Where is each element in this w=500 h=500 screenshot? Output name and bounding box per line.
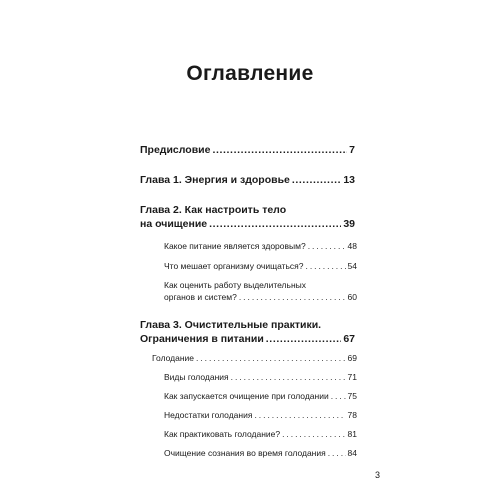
toc-entry-label: Очищение сознания во время голодания — [164, 448, 326, 458]
toc-entry-subsection — [164, 390, 357, 402]
toc-entry-page: 39 — [343, 218, 355, 230]
toc-entry-line2 — [140, 217, 355, 231]
dot-leader — [282, 428, 345, 440]
toc-entry-section — [152, 352, 357, 364]
toc-entry-label: Как запускается очищение при голодании — [164, 391, 329, 401]
page-number: 3 — [374, 470, 380, 480]
toc-entry-label: Какое питание является здоровым? — [164, 241, 306, 251]
toc-entry-page: 67 — [343, 333, 355, 345]
toc-entry-chapter-1 — [140, 173, 355, 187]
toc-entry-label: Виды голодания — [164, 372, 229, 382]
toc-entry-subsection — [164, 409, 357, 421]
toc-entry-page: 60 — [347, 292, 357, 302]
toc-entry-chapter-2 — [140, 203, 355, 231]
dot-leader — [212, 143, 347, 157]
toc-entry-page: 84 — [347, 448, 357, 458]
toc-entry-page: 78 — [347, 410, 357, 420]
toc-entry-label: Что мешает организму очищаться? — [164, 261, 304, 271]
toc-entry-label-line1: Глава 2. Как настроить тело — [140, 204, 287, 216]
toc-entry-label: органов и систем? — [164, 292, 237, 302]
dot-leader — [331, 390, 346, 402]
toc-entry-page: 81 — [347, 429, 357, 439]
toc-entry-subsection — [164, 371, 357, 383]
toc-entry-page: 54 — [347, 261, 357, 271]
page-title: Оглавление — [186, 62, 314, 85]
toc-entry-subsection — [164, 447, 357, 459]
dot-leader — [254, 409, 345, 421]
dot-leader — [306, 260, 346, 272]
toc-entry-page: 13 — [343, 174, 355, 186]
toc-entry-label-line1: Как оценить работу выделительных — [164, 280, 306, 290]
dot-leader — [196, 352, 346, 364]
dot-leader — [308, 240, 346, 252]
toc-entry-preface — [140, 143, 355, 157]
toc-entry-page: 71 — [347, 372, 357, 382]
toc-entry-section — [164, 260, 357, 272]
dot-leader — [292, 173, 341, 187]
toc-entry-label: Как практиковать голодание? — [164, 429, 281, 439]
toc-entry-line2 — [164, 291, 357, 303]
toc-entry-line2 — [140, 332, 355, 346]
dot-leader — [266, 332, 342, 346]
toc-entry-page: 69 — [347, 353, 357, 363]
toc-entry-label: Глава 1. Энергия и здоровье — [140, 174, 290, 186]
toc-entry-section — [164, 240, 357, 252]
toc-entry-page: 48 — [347, 241, 357, 251]
toc-entry-label: на очищение — [140, 218, 208, 230]
dot-leader — [231, 371, 346, 383]
toc-entry-chapter-3 — [140, 318, 355, 346]
toc-entry-section — [164, 279, 357, 303]
toc-entry-subsection — [164, 428, 357, 440]
dot-leader — [239, 291, 346, 303]
toc-entry-label: Голодание — [152, 353, 195, 363]
toc-entry-label: Предисловие — [140, 144, 211, 156]
toc-entry-label: Недостатки голодания — [164, 410, 253, 420]
toc-entry-label: Ограничения в питании — [140, 333, 264, 345]
toc-entry-page: 7 — [349, 144, 355, 156]
toc-entry-label-line1: Глава 3. Очистительные практики. — [140, 319, 322, 331]
dot-leader — [209, 217, 341, 231]
toc-entry-page: 75 — [347, 391, 357, 401]
dot-leader — [328, 447, 346, 459]
